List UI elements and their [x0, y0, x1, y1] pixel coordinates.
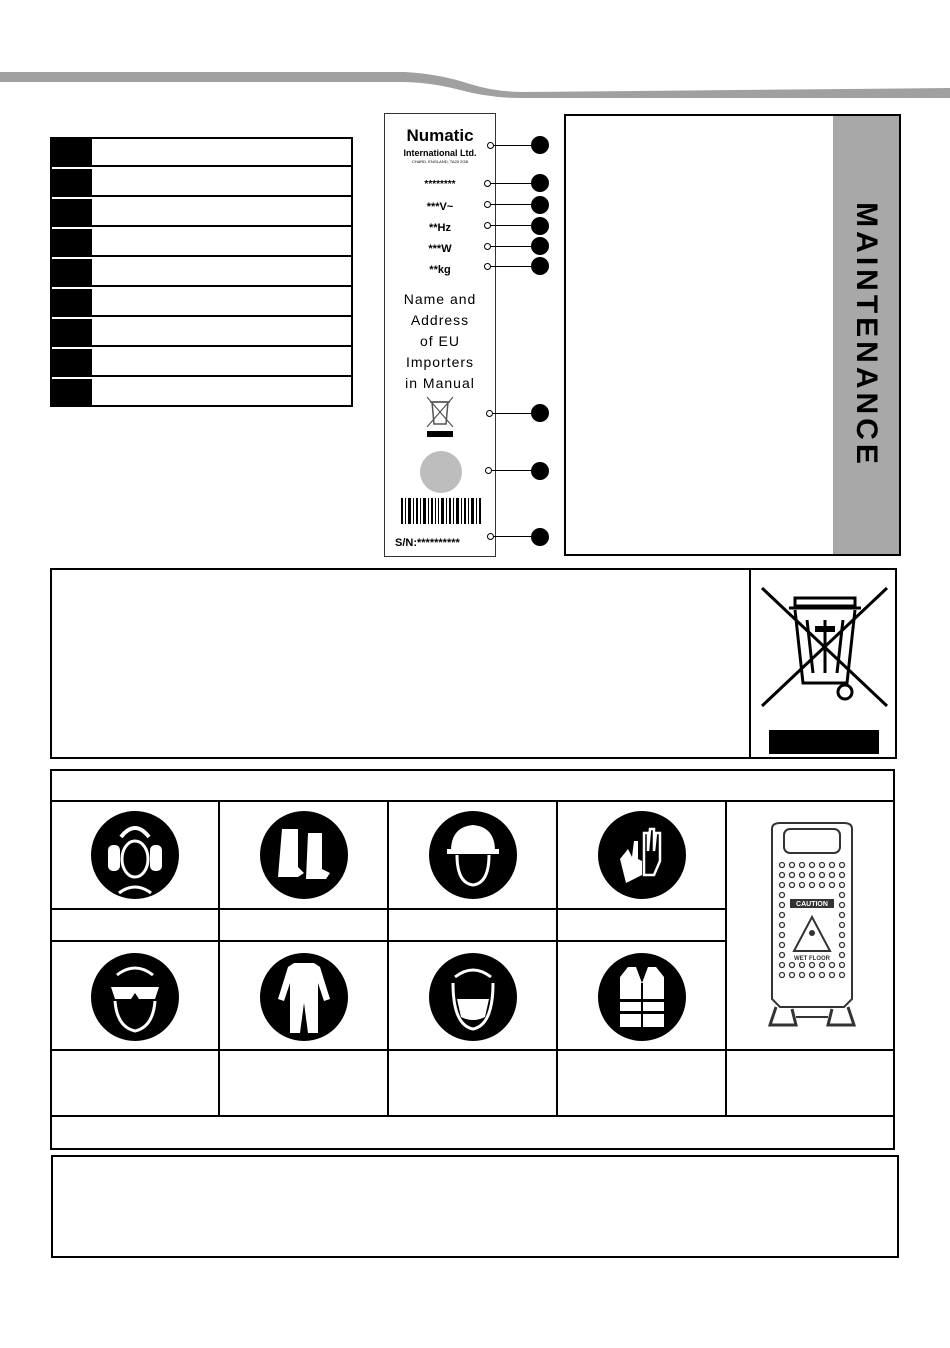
frequency-field: **Hz: [428, 222, 451, 234]
callout-line: [490, 246, 531, 247]
importer-note-line: in Manual: [405, 375, 475, 391]
importer-note-line: Importers: [405, 354, 475, 370]
callout-line: [492, 413, 531, 414]
overalls-icon: [260, 953, 348, 1041]
weight-field: **kg: [429, 264, 451, 276]
callout-marker: [531, 174, 549, 192]
crossed-out-wheelie-bin-icon: [757, 578, 892, 758]
callout-line: [490, 266, 531, 267]
hi-vis-vest-icon: [598, 953, 686, 1041]
safety-boots-icon: [260, 811, 348, 899]
safety-glasses-icon: [91, 953, 179, 1041]
company-name: International Ltd.: [403, 148, 477, 158]
importer-note-line: Address: [410, 312, 470, 328]
header-band: [0, 0, 950, 110]
weee-divider: [749, 570, 751, 757]
table-row: [52, 259, 351, 287]
importer-note-line: of EU: [419, 333, 460, 349]
callout-line: [490, 183, 531, 184]
dust-mask-icon: [429, 953, 517, 1041]
model-field: ********: [424, 179, 456, 190]
callout-marker: [531, 528, 549, 546]
callout-line: [491, 470, 531, 471]
conformity-mark-circle: [420, 451, 462, 493]
callout-marker: [531, 136, 549, 154]
ear-defenders-icon: [91, 811, 179, 899]
weee-panel: [50, 568, 897, 759]
importer-note: [385, 289, 495, 394]
hard-hat-icon: [429, 811, 517, 899]
table-row: [52, 229, 351, 257]
table-row: [52, 349, 351, 377]
power-field: ***W: [428, 243, 452, 255]
callout-line: [493, 536, 531, 537]
maintenance-title: MAINTENANCE: [850, 202, 883, 468]
ppe-table: [50, 769, 895, 1150]
table-row: [52, 289, 351, 317]
callout-line: [490, 225, 531, 226]
rating-label: [384, 113, 496, 557]
callout-marker: [531, 404, 549, 422]
maintenance-tab: [833, 116, 899, 554]
sign-wet-floor-text: WET FLOOR: [794, 956, 830, 962]
importer-note-line: Name and: [403, 291, 477, 307]
callout-marker: [531, 257, 549, 275]
notes-panel: [51, 1155, 899, 1258]
company-address: CHARD, ENGLAND, TA20 2GB: [411, 159, 469, 164]
brand-name: Numatic: [406, 126, 474, 145]
callout-marker: [531, 462, 549, 480]
sign-caution-text: CAUTION: [796, 901, 828, 908]
gloves-icon: [598, 811, 686, 899]
table-row: [52, 379, 351, 407]
table-row: [52, 169, 351, 197]
table-row: [52, 139, 351, 167]
voltage-field: ***V~: [426, 201, 454, 213]
callout-marker: [531, 217, 549, 235]
part-numbers-table: [50, 137, 353, 407]
callout-marker: [531, 237, 549, 255]
table-row: [52, 319, 351, 347]
table-row: [52, 199, 351, 227]
wet-floor-sign-icon: [766, 821, 858, 1031]
callout-line: [490, 204, 531, 205]
callout-line: [493, 145, 531, 146]
maintenance-panel: [564, 114, 901, 556]
barcode: [401, 498, 481, 524]
callout-marker: [531, 196, 549, 214]
serial-number: S/N:**********: [395, 537, 460, 549]
small-weee-bin-icon: [423, 394, 457, 440]
